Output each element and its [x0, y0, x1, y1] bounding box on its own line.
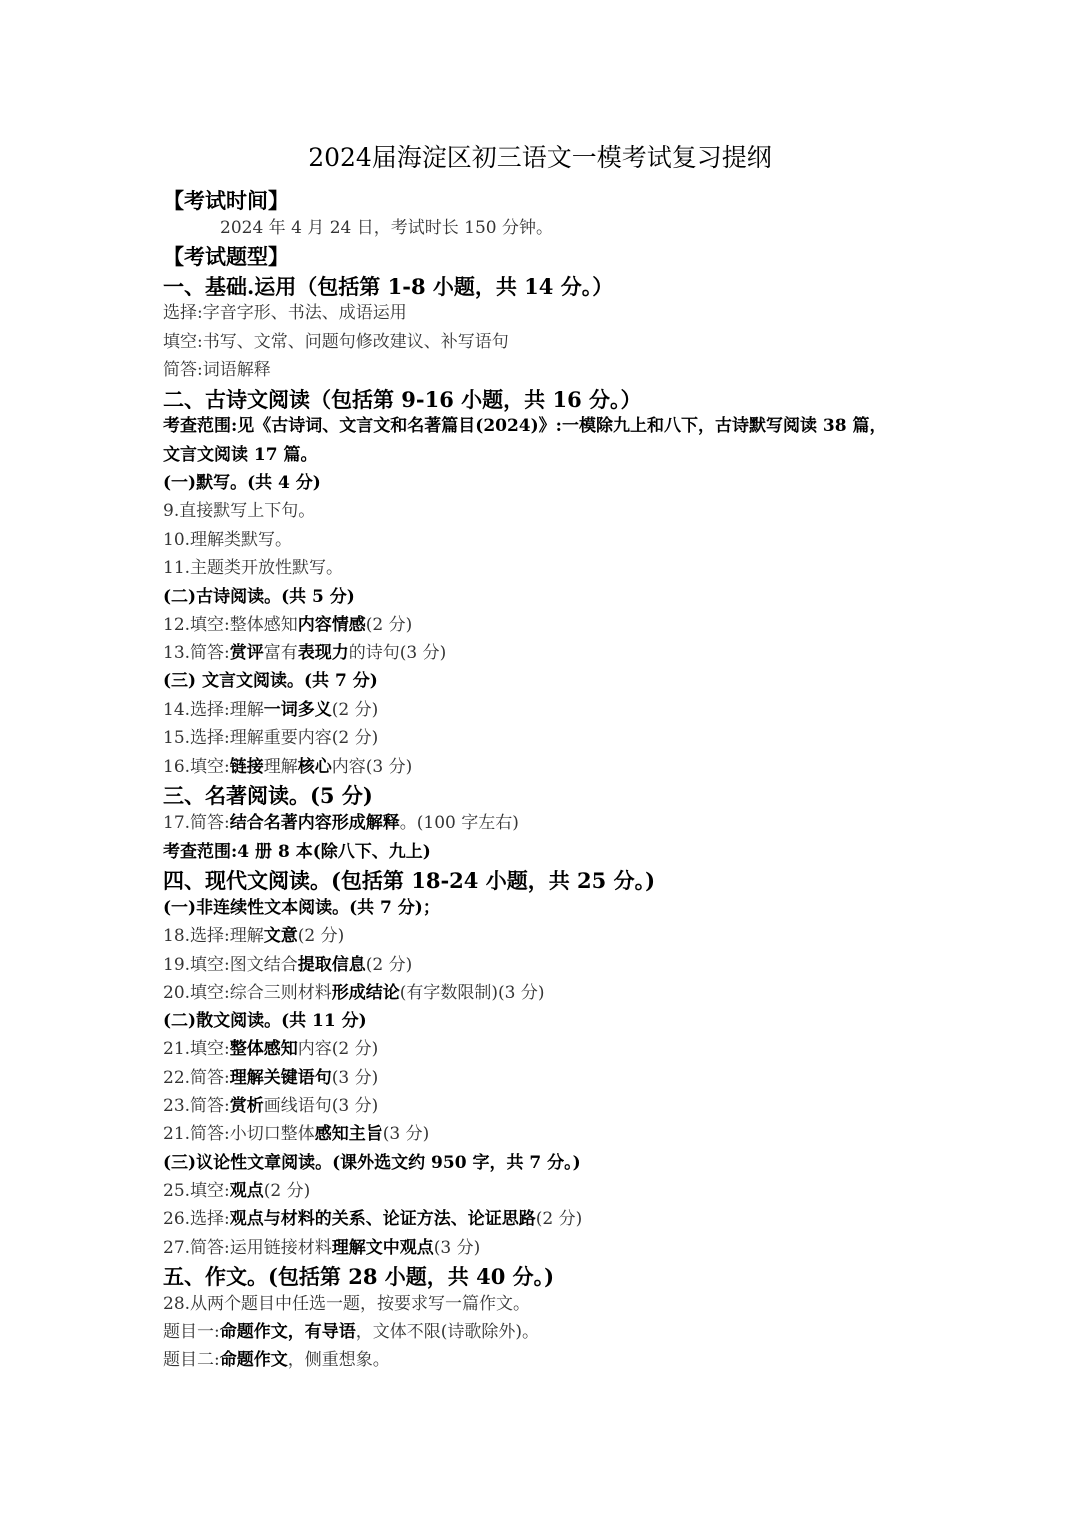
text-span: 22.简答: — [163, 1068, 230, 1088]
emphasis-text: 理解关键语句 — [229, 1068, 332, 1088]
text-span: 五、作文。(包括第 28 小题，共 40 分。) — [163, 1264, 555, 1289]
outline-item — [163, 985, 545, 1002]
text-span: 19.填空:图文结合 — [163, 955, 298, 975]
outline-item — [163, 560, 343, 577]
text-span: 28.从两个题目中任选一题，按要求写一篇作文。 — [163, 1294, 531, 1314]
emphasis-text: 命题作文，有导语 — [219, 1322, 356, 1342]
outline-item — [163, 702, 378, 719]
text-span: 富有 — [263, 643, 298, 663]
exam-time-text: 2024 年 4 月 24 日，考试时长 150 分钟。 — [220, 218, 553, 238]
emphasis-text: 赏评 — [229, 643, 264, 663]
subsection-heading — [163, 673, 378, 690]
outline-item — [163, 1352, 390, 1369]
outline-item — [163, 645, 446, 662]
text-span: 14.选择:理解 — [163, 700, 264, 720]
outline-item — [163, 532, 292, 549]
text-span: (2 分) — [365, 615, 413, 635]
text-span: 12.填空:整体感知 — [163, 615, 298, 635]
emphasis-text: 观点 — [229, 1181, 264, 1201]
subsection-heading — [163, 900, 440, 917]
text-span: (3 分) — [433, 1238, 481, 1258]
text-span: (三) 文言文阅读。(共 7 分) — [163, 671, 378, 691]
text-span: 考查范围:见《古诗词、文言文和名著篇目(2024)》:一模除九上和八下，古诗默写阅读 38 篇， — [163, 416, 887, 436]
subsection-heading — [163, 447, 318, 464]
text-span: 题目二: — [163, 1350, 220, 1370]
subsection-heading — [163, 1155, 581, 1172]
text-span: 题目一: — [163, 1322, 220, 1342]
subsection-heading — [163, 844, 431, 861]
outline-item — [163, 1240, 480, 1257]
text-span: 11.主题类开放性默写。 — [163, 558, 344, 578]
text-span: (三)议论性文章阅读。(课外选文约 950 字，共 7 分。) — [163, 1153, 581, 1173]
emphasis-text: 命题作文 — [219, 1350, 288, 1370]
text-span: ，侧重想象。 — [287, 1350, 390, 1370]
text-span: 简答:词语解释 — [163, 360, 271, 380]
emphasis-text: 核心 — [297, 757, 332, 777]
text-span: (3 分) — [331, 1068, 379, 1088]
outline-item — [163, 1211, 582, 1228]
emphasis-text: 整体感知 — [229, 1039, 298, 1059]
outline-item — [163, 1126, 429, 1143]
text-span: 。(100 字左右) — [399, 813, 519, 833]
text-span: (一)非连续性文本阅读。(共 7 分)； — [163, 898, 440, 918]
text-span: ，文体不限(诗歌除外)。 — [355, 1322, 539, 1342]
outline-item — [163, 1296, 530, 1313]
text-span: 画线语句(3 分) — [263, 1096, 379, 1116]
text-span: (有字数限制)(3 分) — [399, 983, 545, 1003]
outline-item — [163, 1183, 310, 1200]
emphasis-text: 表现力 — [297, 643, 349, 663]
text-span: (一)默写。(共 4 分) — [163, 473, 321, 493]
text-span: 10.理解类默写。 — [163, 530, 293, 550]
text-span: 考查范围:4 册 8 本(除八下、九上) — [163, 842, 431, 862]
outline-item — [163, 759, 412, 776]
subsection-heading — [163, 1013, 367, 1030]
outline-item — [163, 957, 412, 974]
emphasis-text: 链接 — [229, 757, 264, 777]
emphasis-text: 观点与材料的关系、论证方法、论证思路 — [229, 1209, 536, 1229]
outline-item — [163, 1098, 378, 1115]
text-span: 15.选择:理解重要内容(2 分) — [163, 728, 379, 748]
text-span: 26.选择: — [163, 1209, 230, 1229]
emphasis-text: 文意 — [263, 926, 298, 946]
text-span: 21.填空: — [163, 1039, 230, 1059]
text-span: 20.填空:综合三则材料 — [163, 983, 332, 1003]
outline-item — [163, 730, 378, 747]
text-span: 内容(2 分) — [297, 1039, 379, 1059]
outline-item — [163, 928, 344, 945]
text-span: (2 分) — [263, 1181, 311, 1201]
section-heading — [163, 870, 655, 891]
text-span: (2 分) — [297, 926, 345, 946]
outline-item — [163, 334, 509, 351]
text-span: 23.简答: — [163, 1096, 230, 1116]
text-span: (2 分) — [365, 955, 413, 975]
text-span: 9.直接默写上下句。 — [163, 501, 316, 521]
text-span: 21.简答:小切口整体 — [163, 1124, 315, 1144]
document-title: 2024届海淀区初三语文一模考试复习提纲 — [308, 143, 772, 172]
outline-item — [163, 815, 519, 832]
section-heading — [163, 785, 373, 806]
outline-item — [163, 1324, 539, 1341]
text-span: 13.简答: — [163, 643, 230, 663]
text-span: 25.填空: — [163, 1181, 230, 1201]
text-span: 18.选择:理解 — [163, 926, 264, 946]
outline-item — [163, 1041, 378, 1058]
text-span: 二、古诗文阅读（包括第 9-16 小题，共 16 分。） — [163, 387, 642, 412]
text-span: 理解 — [263, 757, 298, 777]
section-heading — [163, 389, 642, 410]
text-span: 17.简答: — [163, 813, 230, 833]
text-span: 三、名著阅读。(5 分) — [163, 783, 373, 808]
section-heading — [163, 276, 613, 297]
text-span: 16.填空: — [163, 757, 230, 777]
outline-item — [163, 1070, 378, 1087]
text-span: 填空:书写、文常、问题句修改建议、补写语句 — [163, 332, 509, 352]
exam-time-heading: 【考试时间】 — [163, 188, 289, 213]
emphasis-text: 提取信息 — [297, 955, 366, 975]
outline-item — [163, 305, 407, 322]
emphasis-text: 理解文中观点 — [331, 1238, 434, 1258]
text-span: 内容(3 分) — [331, 757, 413, 777]
exam-types-heading: 【考试题型】 — [163, 244, 289, 269]
emphasis-text: 内容情感 — [297, 615, 366, 635]
emphasis-text: 一词多义 — [263, 700, 332, 720]
section-heading — [163, 1266, 554, 1287]
text-span: 文言文阅读 17 篇。 — [163, 445, 318, 465]
text-span: (二)散文阅读。(共 11 分) — [163, 1011, 367, 1031]
text-span: (二)古诗阅读。(共 5 分) — [163, 587, 355, 607]
subsection-heading — [163, 589, 355, 606]
emphasis-text: 结合名著内容形成解释 — [229, 813, 400, 833]
text-span: 一、基础.运用（包括第 1-8 小题，共 14 分。） — [163, 274, 614, 299]
text-span: 27.简答:运用链接材料 — [163, 1238, 332, 1258]
outline-item — [163, 617, 412, 634]
emphasis-text: 形成结论 — [331, 983, 400, 1003]
subsection-heading — [163, 475, 321, 492]
text-span: 四、现代文阅读。(包括第 18-24 小题，共 25 分。) — [163, 868, 656, 893]
emphasis-text: 感知主旨 — [314, 1124, 383, 1144]
text-span: (2 分) — [535, 1209, 583, 1229]
text-span: (3 分) — [382, 1124, 430, 1144]
text-span: 选择:字音字形、书法、成语运用 — [163, 303, 407, 323]
text-span: 的诗句(3 分) — [348, 643, 447, 663]
emphasis-text: 赏析 — [229, 1096, 264, 1116]
text-span: (2 分) — [331, 700, 379, 720]
outline-item — [163, 362, 271, 379]
outline-item — [163, 503, 315, 520]
subsection-heading — [163, 418, 886, 435]
